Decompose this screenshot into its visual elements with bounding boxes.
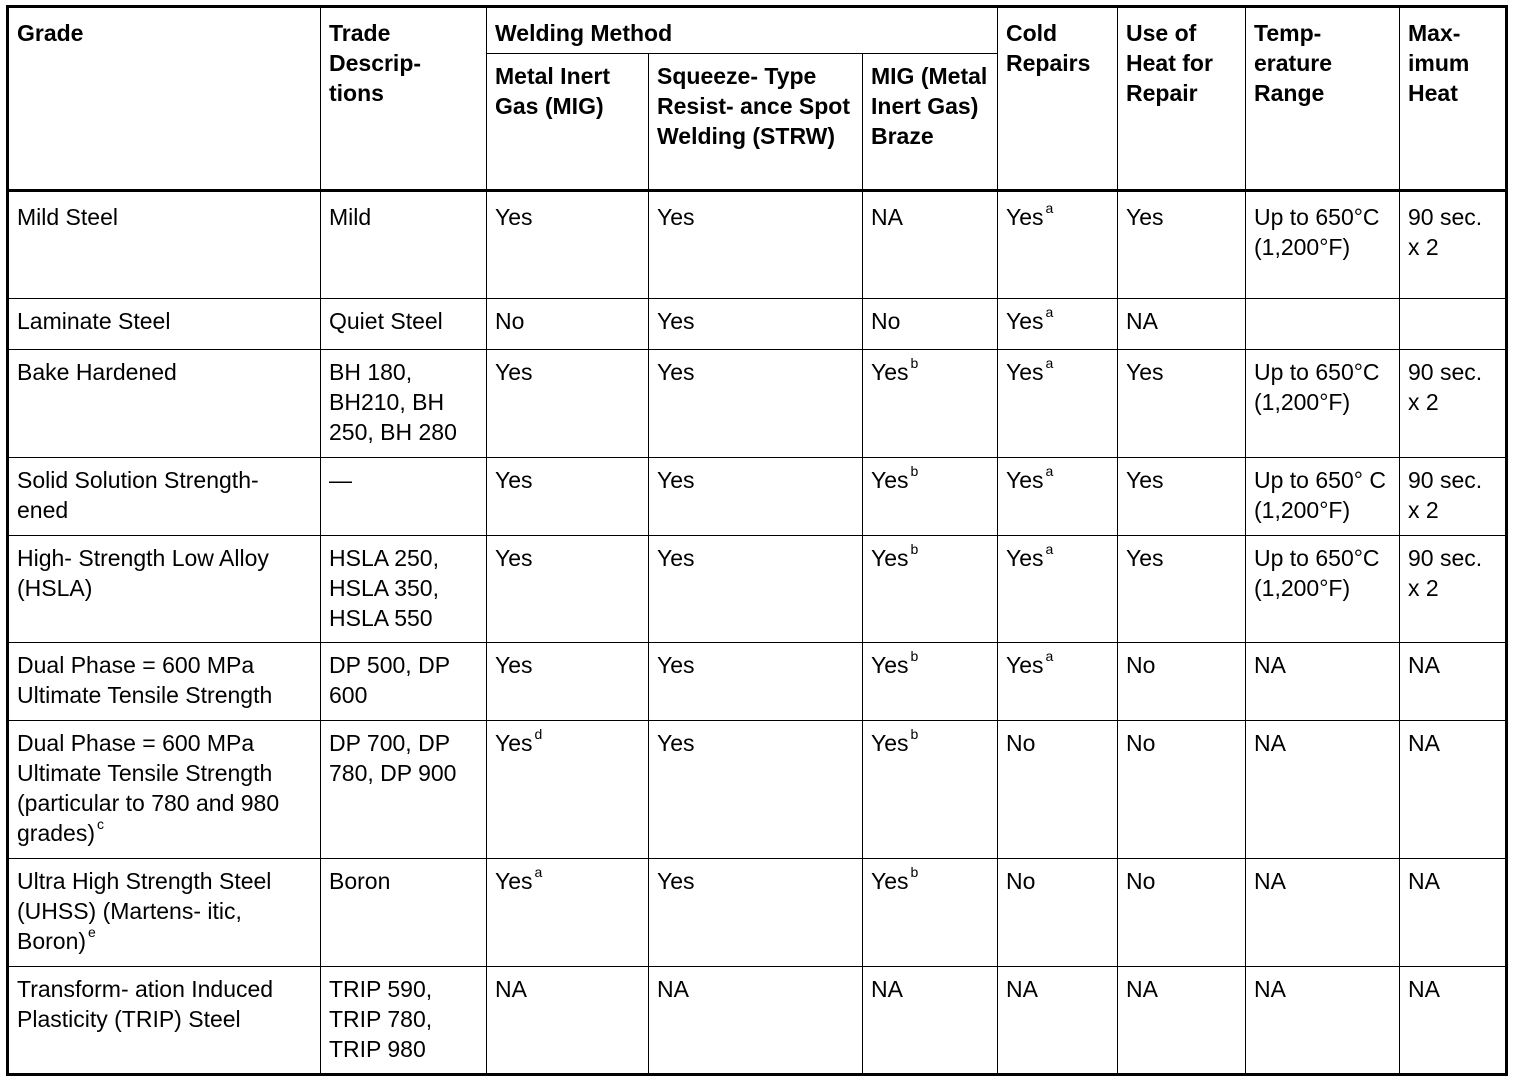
cell-braze xyxy=(863,191,998,299)
footnote-marker: a xyxy=(534,864,543,881)
cell-text: Yes xyxy=(1006,652,1044,678)
steel-welding-table xyxy=(6,5,1508,1076)
cell-text: TRIP 590, TRIP 780, TRIP 980 xyxy=(329,976,433,1062)
footnote-marker: b xyxy=(910,463,919,480)
cell-text: Ultra High Strength Steel (UHSS) (Martens- itic, Boron) xyxy=(17,868,272,954)
cell-cold xyxy=(998,967,1118,1075)
cell-text: HSLA 250, HSLA 350, HSLA 550 xyxy=(329,545,439,631)
cell-trade xyxy=(321,643,487,721)
cell-text: DP 700, DP 780, DP 900 xyxy=(329,730,457,786)
cell-grade xyxy=(8,721,321,859)
footnote-marker: b xyxy=(910,648,919,665)
header-grade: Grade xyxy=(8,7,321,191)
cell-text: NA xyxy=(1408,730,1440,756)
cell-text: Up to 650°C (1,200°F) xyxy=(1254,359,1380,415)
cell-heat xyxy=(1118,458,1246,536)
cell-heat xyxy=(1118,721,1246,859)
table-row xyxy=(8,859,1507,967)
cell-text: Yes xyxy=(871,359,909,385)
cell-text: No xyxy=(1126,652,1156,678)
footnote-marker: b xyxy=(910,726,919,743)
cell-text: 90 sec. x 2 xyxy=(1408,204,1483,260)
cell-braze xyxy=(863,536,998,643)
header-welding-method: Welding Method xyxy=(487,7,998,54)
cell-text: NA xyxy=(1006,976,1038,1002)
cell-cold xyxy=(998,191,1118,299)
cell-text: NA xyxy=(657,976,689,1002)
cell-text: Yes xyxy=(1006,467,1044,493)
table-row xyxy=(8,458,1507,536)
footnote-marker: e xyxy=(88,924,96,941)
cell-cold xyxy=(998,721,1118,859)
cell-text: Quiet Steel xyxy=(329,308,443,334)
cell-grade xyxy=(8,643,321,721)
cell-max xyxy=(1400,721,1507,859)
cell-cold xyxy=(998,643,1118,721)
cell-text: Yes xyxy=(1006,204,1044,230)
cell-trade xyxy=(321,191,487,299)
cell-text: NA xyxy=(1254,730,1286,756)
cell-max xyxy=(1400,536,1507,643)
cell-temp xyxy=(1246,967,1400,1075)
cell-braze xyxy=(863,859,998,967)
cell-text: Up to 650°C (1,200°F) xyxy=(1254,204,1380,260)
cell-cold xyxy=(998,859,1118,967)
cell-max xyxy=(1400,643,1507,721)
cell-text: NA xyxy=(1408,868,1440,894)
cell-text: Yes xyxy=(1006,308,1044,334)
footnote-marker: a xyxy=(1045,304,1054,321)
cell-text: No xyxy=(1126,868,1156,894)
cell-strw xyxy=(649,191,863,299)
cell-text: 90 sec. x 2 xyxy=(1408,359,1483,415)
cell-trade xyxy=(321,350,487,458)
cell-strw xyxy=(649,536,863,643)
cell-text: No xyxy=(1006,868,1036,894)
cell-braze xyxy=(863,299,998,350)
cell-text: Up to 650° C (1,200°F) xyxy=(1254,467,1386,523)
cell-text: NA xyxy=(1126,976,1158,1002)
cell-max xyxy=(1400,967,1507,1075)
cell-grade xyxy=(8,536,321,643)
cell-text: NA xyxy=(1254,976,1286,1002)
cell-braze xyxy=(863,967,998,1075)
cell-text: NA xyxy=(1254,868,1286,894)
cell-grade xyxy=(8,191,321,299)
cell-braze xyxy=(863,458,998,536)
cell-braze xyxy=(863,721,998,859)
cell-text: Mild Steel xyxy=(17,204,118,230)
cell-text: NA xyxy=(871,976,903,1002)
cell-text: Yes xyxy=(657,308,695,334)
table-row xyxy=(8,721,1507,859)
cell-mig xyxy=(487,721,649,859)
cell-max xyxy=(1400,191,1507,299)
cell-text: Yes xyxy=(657,545,695,571)
cell-mig xyxy=(487,859,649,967)
cell-temp xyxy=(1246,721,1400,859)
cell-text: Yes xyxy=(871,467,909,493)
cell-mig xyxy=(487,967,649,1075)
footnote-marker: a xyxy=(1045,355,1054,372)
cell-text: BH 180, BH210, BH 250, BH 280 xyxy=(329,359,457,445)
cell-trade xyxy=(321,721,487,859)
cell-text: Yes xyxy=(495,730,533,756)
cell-grade xyxy=(8,350,321,458)
cell-text: Yes xyxy=(495,359,533,385)
cell-text: NA xyxy=(1408,652,1440,678)
cell-text: Dual Phase = 600 MPa Ultimate Tensile Strength (particular to 780 and 980 grades) xyxy=(17,730,280,846)
cell-temp xyxy=(1246,458,1400,536)
header-strw: Squeeze- Type Resist- ance Spot Welding (STRW) xyxy=(649,54,863,191)
cell-text: Solid Solution Strength- ened xyxy=(17,467,259,523)
header-mig: Metal Inert Gas (MIG) xyxy=(487,54,649,191)
cell-strw xyxy=(649,721,863,859)
cell-heat xyxy=(1118,859,1246,967)
cell-text: Yes xyxy=(1126,359,1164,385)
cell-text: Yes xyxy=(1126,545,1164,571)
cell-text: Yes xyxy=(657,730,695,756)
cell-grade xyxy=(8,299,321,350)
cell-grade xyxy=(8,859,321,967)
cell-cold xyxy=(998,350,1118,458)
table-row xyxy=(8,350,1507,458)
cell-heat xyxy=(1118,299,1246,350)
table-row xyxy=(8,191,1507,299)
cell-text: High- Strength Low Alloy (HSLA) xyxy=(17,545,269,601)
cell-temp xyxy=(1246,536,1400,643)
table-header xyxy=(8,7,1507,191)
cell-text: NA xyxy=(1254,652,1286,678)
cell-braze xyxy=(863,350,998,458)
cell-max xyxy=(1400,859,1507,967)
cell-temp xyxy=(1246,191,1400,299)
cell-text: — xyxy=(329,467,352,493)
table-row xyxy=(8,643,1507,721)
footnote-marker: d xyxy=(534,726,543,743)
table-row xyxy=(8,536,1507,643)
cell-braze xyxy=(863,643,998,721)
cell-temp xyxy=(1246,859,1400,967)
cell-heat xyxy=(1118,350,1246,458)
cell-strw xyxy=(649,643,863,721)
header-trade-descriptions: Trade Descrip- tions xyxy=(321,7,487,191)
cell-text: NA xyxy=(1408,976,1440,1002)
cell-text: Yes xyxy=(871,868,909,894)
header-cold-repairs: Cold Repairs xyxy=(998,7,1118,191)
cell-text: DP 500, DP 600 xyxy=(329,652,450,708)
cell-heat xyxy=(1118,967,1246,1075)
cell-text: Up to 650°C (1,200°F) xyxy=(1254,545,1380,601)
cell-mig xyxy=(487,458,649,536)
cell-text: Mild xyxy=(329,204,372,230)
cell-grade xyxy=(8,967,321,1075)
cell-mig xyxy=(487,643,649,721)
footnote-marker: a xyxy=(1045,541,1054,558)
cell-text: NA xyxy=(495,976,527,1002)
cell-temp xyxy=(1246,299,1400,350)
cell-text: Yes xyxy=(1126,204,1164,230)
cell-temp xyxy=(1246,350,1400,458)
cell-trade xyxy=(321,536,487,643)
cell-text: Yes xyxy=(871,730,909,756)
cell-text: Bake Hardened xyxy=(17,359,177,385)
cell-cold xyxy=(998,299,1118,350)
cell-cold xyxy=(998,536,1118,643)
table-container xyxy=(6,5,1508,1076)
header-use-of-heat: Use of Heat for Repair xyxy=(1118,7,1246,191)
cell-max xyxy=(1400,458,1507,536)
cell-text: No xyxy=(1126,730,1156,756)
table-body xyxy=(8,191,1507,1075)
cell-text: NA xyxy=(1126,308,1158,334)
cell-text: Yes xyxy=(1006,359,1044,385)
cell-text: Yes xyxy=(495,545,533,571)
cell-text: Yes xyxy=(1126,467,1164,493)
cell-text: 90 sec. x 2 xyxy=(1408,545,1483,601)
cell-mig xyxy=(487,350,649,458)
cell-trade xyxy=(321,458,487,536)
cell-mig xyxy=(487,299,649,350)
cell-text: No xyxy=(1006,730,1036,756)
cell-temp xyxy=(1246,643,1400,721)
cell-text: Yes xyxy=(657,868,695,894)
cell-cold xyxy=(998,458,1118,536)
cell-strw xyxy=(649,299,863,350)
cell-heat xyxy=(1118,191,1246,299)
cell-text: Yes xyxy=(657,204,695,230)
cell-max xyxy=(1400,350,1507,458)
cell-text: Yes xyxy=(495,204,533,230)
header-mig-braze: MIG (Metal Inert Gas) Braze xyxy=(863,54,998,191)
cell-text: Yes xyxy=(657,652,695,678)
cell-text: Yes xyxy=(495,467,533,493)
cell-text: Yes xyxy=(1006,545,1044,571)
cell-text: Yes xyxy=(871,652,909,678)
header-temperature-range: Temp- erature Range xyxy=(1246,7,1400,191)
footnote-marker: a xyxy=(1045,648,1054,665)
cell-trade xyxy=(321,299,487,350)
footnote-marker: b xyxy=(910,541,919,558)
footnote-marker: a xyxy=(1045,200,1054,217)
table-row xyxy=(8,299,1507,350)
cell-text: Laminate Steel xyxy=(17,308,171,334)
cell-strw xyxy=(649,967,863,1075)
cell-text: Boron xyxy=(329,868,391,894)
cell-trade xyxy=(321,859,487,967)
cell-text: Yes xyxy=(495,868,533,894)
cell-text: Transform- ation Induced Plasticity (TRIP) Steel xyxy=(17,976,274,1032)
table-row xyxy=(8,967,1507,1075)
cell-text: Yes xyxy=(657,359,695,385)
cell-grade xyxy=(8,458,321,536)
cell-strw xyxy=(649,350,863,458)
cell-text: 90 sec. x 2 xyxy=(1408,467,1483,523)
footnote-marker: a xyxy=(1045,463,1054,480)
cell-text: Yes xyxy=(871,545,909,571)
cell-heat xyxy=(1118,643,1246,721)
cell-strw xyxy=(649,859,863,967)
cell-text: NA xyxy=(871,204,903,230)
cell-text: Yes xyxy=(495,652,533,678)
footnote-marker: b xyxy=(910,864,919,881)
cell-max xyxy=(1400,299,1507,350)
cell-text: Yes xyxy=(657,467,695,493)
header-maximum-heat: Max- imum Heat xyxy=(1400,7,1507,191)
footnote-marker: b xyxy=(910,355,919,372)
cell-text: No xyxy=(871,308,901,334)
cell-mig xyxy=(487,536,649,643)
cell-text: No xyxy=(495,308,525,334)
footnote-marker: c xyxy=(96,816,104,833)
cell-text: Dual Phase = 600 MPa Ultimate Tensile Strength xyxy=(17,652,273,708)
cell-mig xyxy=(487,191,649,299)
cell-trade xyxy=(321,967,487,1075)
cell-strw xyxy=(649,458,863,536)
cell-heat xyxy=(1118,536,1246,643)
